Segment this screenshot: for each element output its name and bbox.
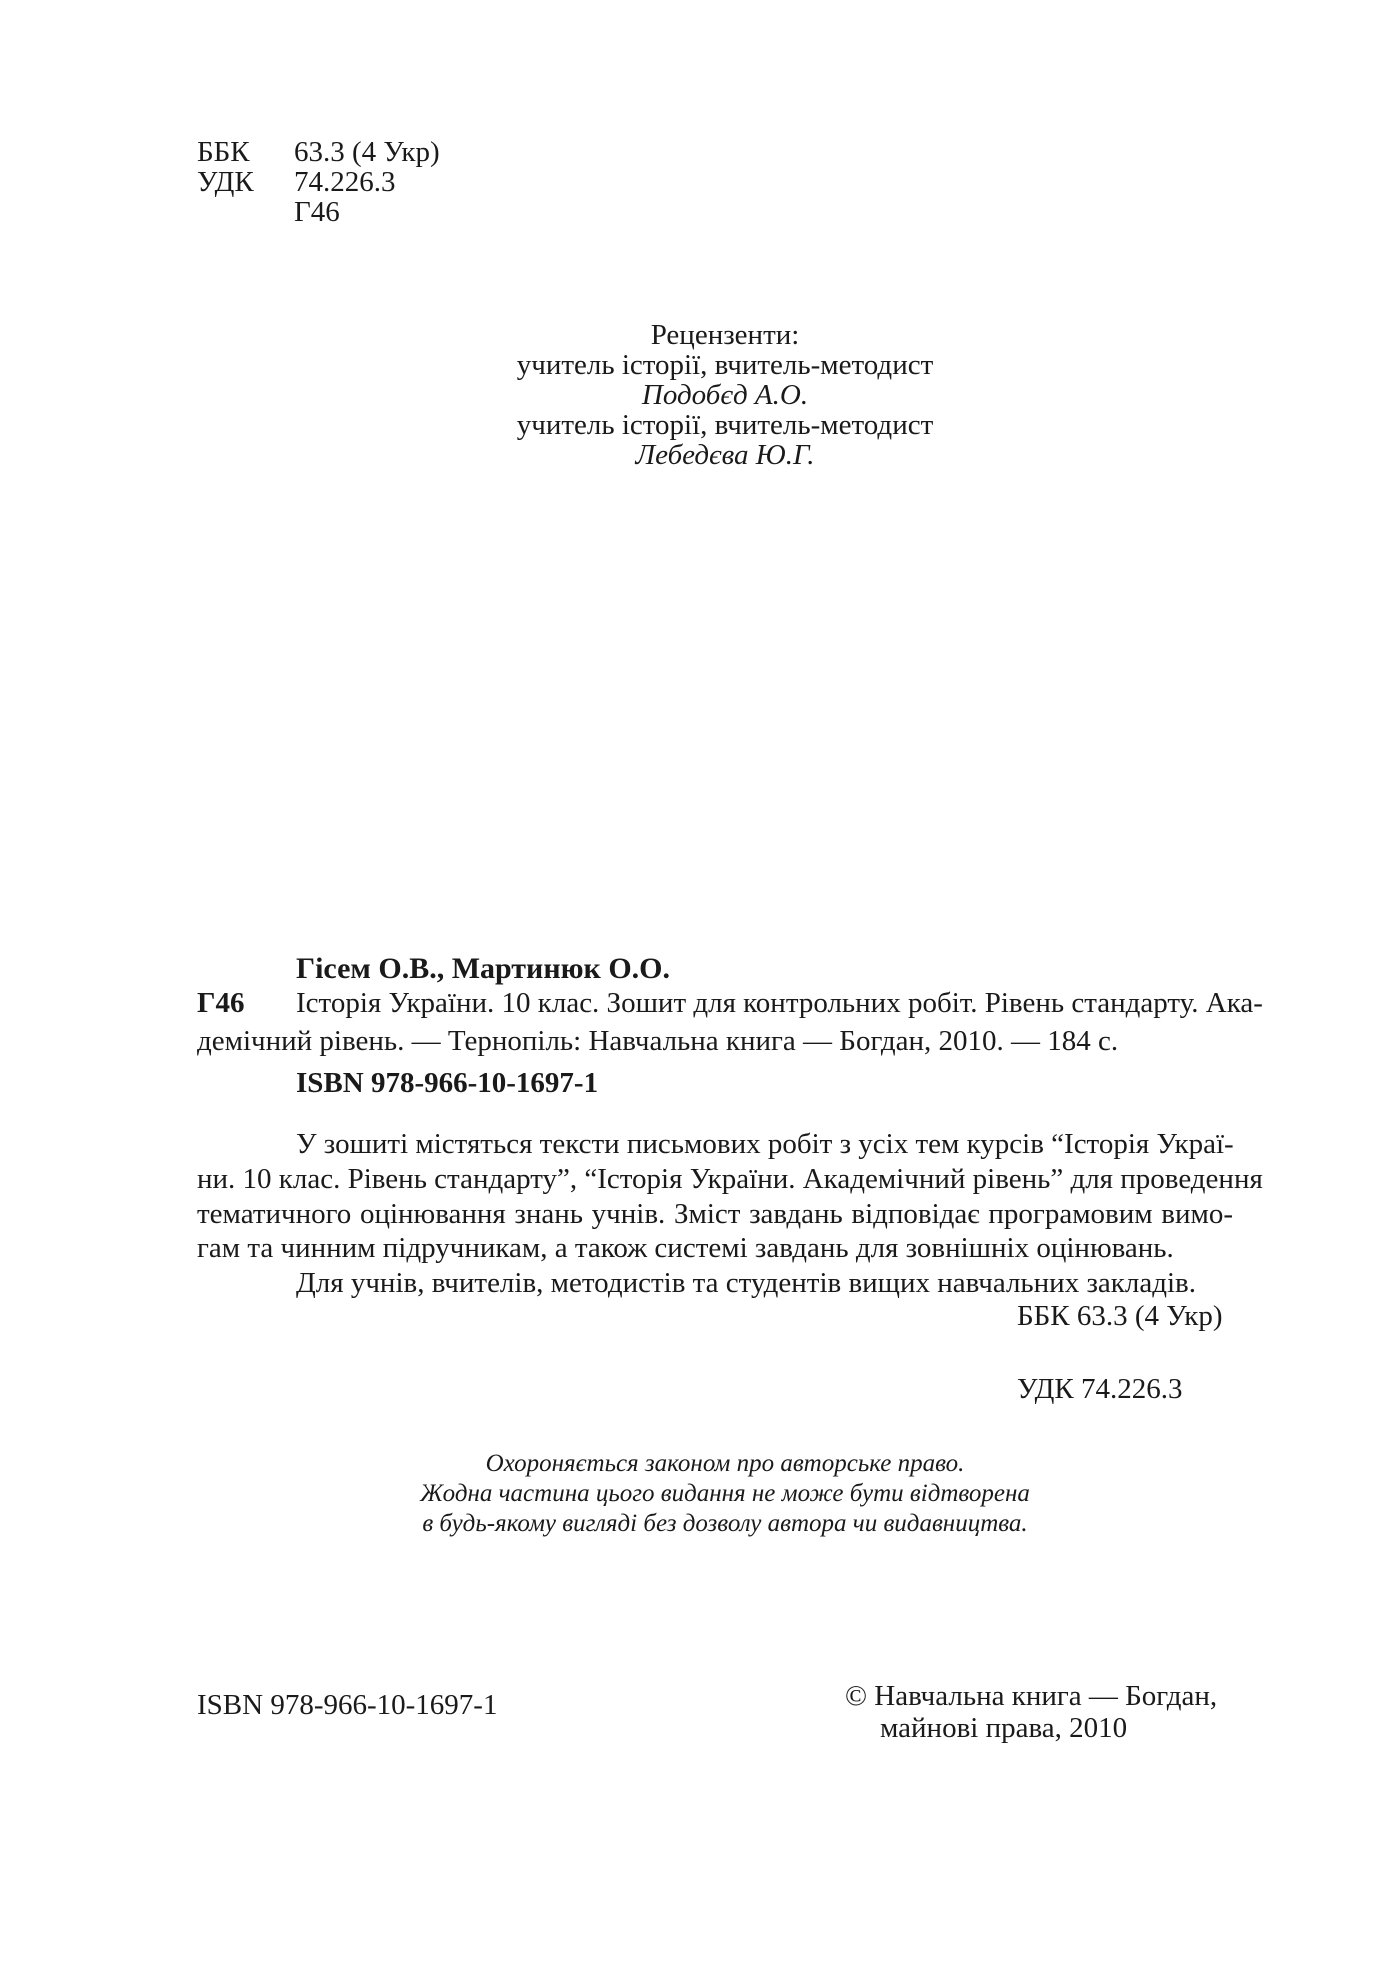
reviewer1-name: Подобєд А.О. xyxy=(641,379,809,411)
reviewer1-role: учитель історії, вчитель-методист xyxy=(516,349,934,381)
copyright-notice-line-1: Охороняється законом про авторське право. xyxy=(485,1450,965,1477)
bbk-row xyxy=(197,138,497,168)
authors: Гісем О.В., Мартинюк О.О. xyxy=(296,952,670,985)
footer-copyright-line-1: © Навчальна книга — Богдан, xyxy=(845,1680,1218,1712)
copyright-notice-line-3: в будь-якому вигляді без дозволу автора чи видавництва. xyxy=(422,1510,1028,1537)
udk-row xyxy=(197,168,497,198)
bbk-label: ББК xyxy=(197,136,250,168)
annotation-line-4: гам та чинним підручникам, а також системі завдань для зовнішніх оцінювань. xyxy=(197,1232,1174,1264)
footer-isbn: ISBN 978-966-10-1697-1 xyxy=(197,1689,498,1721)
bbk-value: 63.3 (4 Укр) xyxy=(294,136,440,168)
annotation-line-3: тематичного оцінювання знань учнів. Зміст завдань відповідає програмовим вимо- xyxy=(197,1198,1233,1230)
reviewers-heading: Рецензенти: xyxy=(650,319,800,351)
annotation-bbk: ББК 63.3 (4 Укр) xyxy=(1017,1300,1223,1332)
annotation-line-2: ни. 10 клас. Рівень стандарту”, “Історія України. Академічний рівень” для проведення xyxy=(197,1163,1263,1195)
bib-author-mark: Г46 xyxy=(197,987,245,1019)
udk-value: 74.226.3 xyxy=(294,166,396,198)
reviewer2-role: учитель історії, вчитель-методист xyxy=(516,409,934,441)
annotation-line-1: У зошиті містяться тексти письмових робіт з усіх тем курсів “Історія Украї- xyxy=(296,1128,1234,1160)
title-line-1: Історія України. 10 клас. Зошит для контрольних робіт. Рівень стандарту. Ака- xyxy=(296,987,1263,1019)
title-line-2: демічний рівень. — Тернопіль: Навчальна книга — Богдан, 2010. — 184 с. xyxy=(197,1025,1119,1057)
author-mark: Г46 xyxy=(294,196,340,228)
annotation-udk: УДК 74.226.3 xyxy=(1017,1373,1183,1405)
copyright-notice-line-2: Жодна частина цього видання не може бути відтворена xyxy=(420,1480,1030,1507)
reviewer2-name: Лебедєва Ю.Г. xyxy=(635,439,815,471)
annotation-line-5: Для учнів, вчителів, методистів та студентів вищих навчальних закладів. xyxy=(296,1267,1196,1299)
author-mark-row xyxy=(197,198,497,228)
reviewers-block xyxy=(0,321,1378,471)
footer-copyright-line-2: майнові права, 2010 xyxy=(880,1712,1128,1744)
copyright-notice xyxy=(0,1449,1378,1539)
udk-label: УДК xyxy=(197,166,254,198)
bib-isbn: ISBN 978-966-10-1697-1 xyxy=(296,1067,599,1099)
